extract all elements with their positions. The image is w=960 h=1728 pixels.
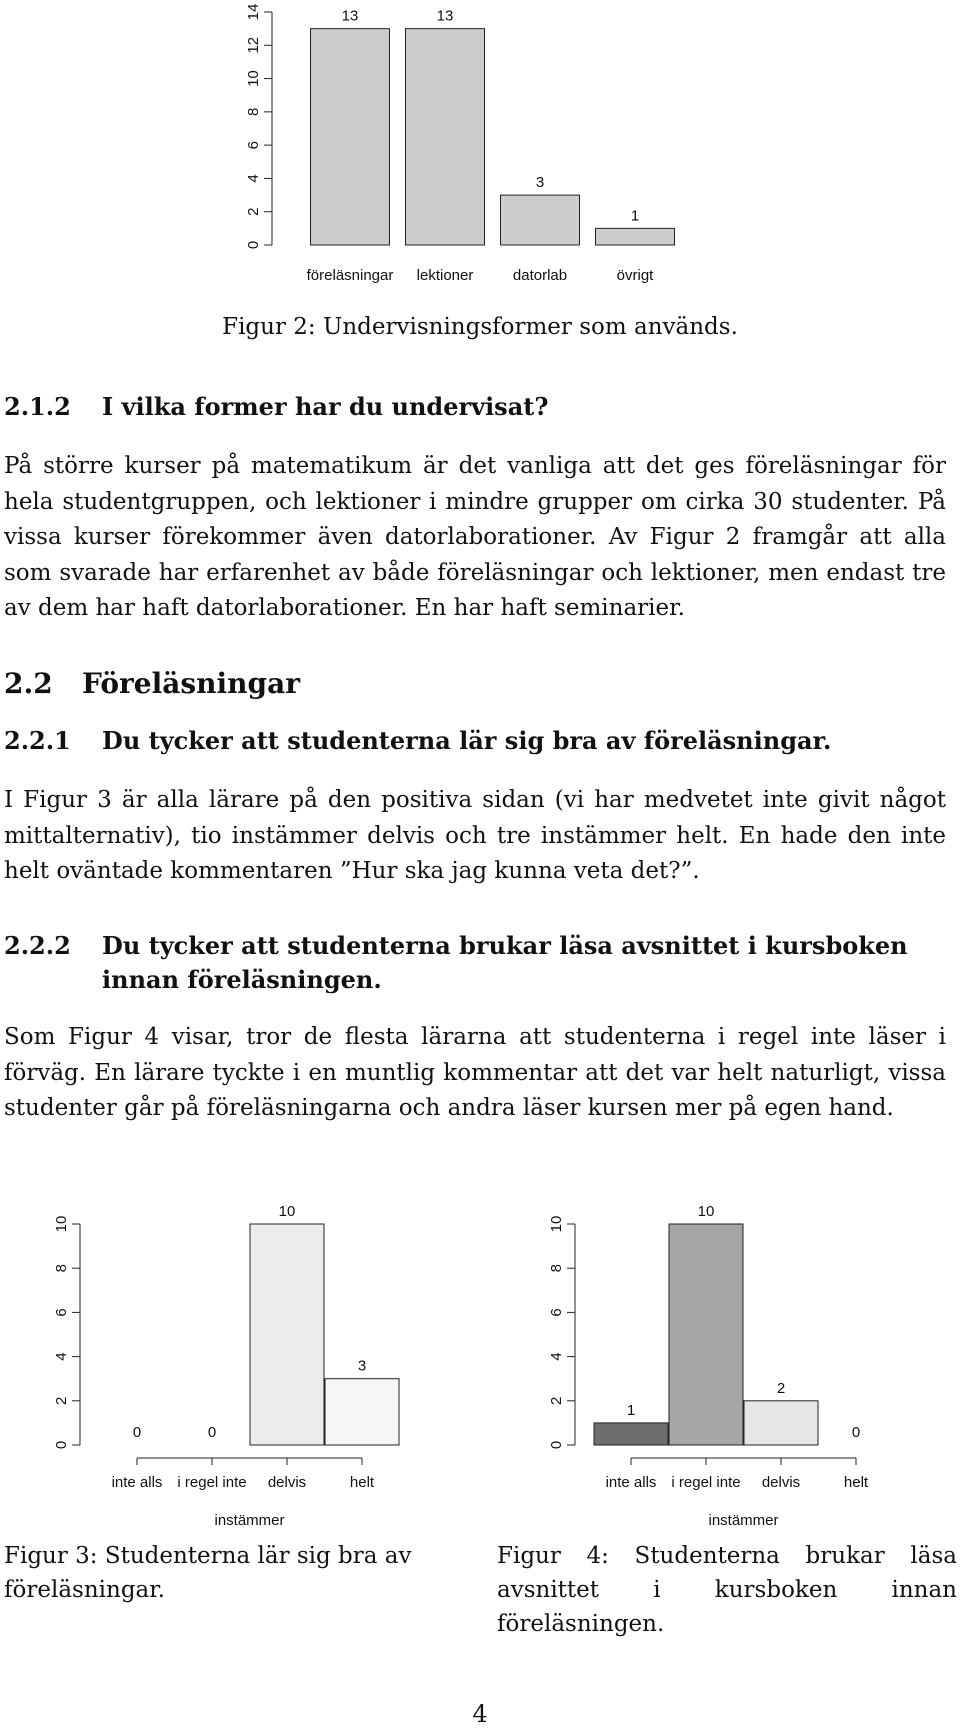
- category-label: övrigt: [616, 267, 654, 284]
- data-label: 1: [626, 1401, 636, 1419]
- category-label: i regel inte: [671, 1474, 741, 1491]
- category-label: datorlab: [512, 267, 568, 284]
- data-label: 13: [436, 7, 454, 25]
- y-tick-label: 14: [245, 3, 262, 21]
- figure-4-caption: Figur 4: Studenterna brukar läsa avsnittet i kursboken innan föreläsningen.: [497, 1543, 957, 1637]
- y-tick-label: 2: [53, 1396, 70, 1405]
- y-tick-label: 6: [245, 140, 262, 150]
- category-label: delvis: [761, 1474, 801, 1491]
- y-tick-label: 10: [548, 1215, 565, 1233]
- category-label: föreläsningar: [306, 267, 394, 284]
- section-2-2-heading: [4, 667, 300, 700]
- figure-3-caption: Figur 3: Studenterna lär sig bra av föreläsningar.: [4, 1543, 412, 1603]
- bar-datorlab: [501, 195, 580, 245]
- paragraph-forms-of-teaching: På större kurser på matematikum är det vanliga att det ges föreläsningar för hela studentgruppen, och lektioner i mindre grupper om cirka 30 studenter. På vissa kurser förekommer även datorlaborationer. Av Figur 2 framgår att alla som svarade har erfarenhet av både föreläsningar och lektioner, men endast tre av dem har haft datorlaborationer. En har haft seminarier.: [4, 453, 946, 621]
- x-axis-label: instämmer: [708, 1512, 779, 1529]
- bar-i-regel-inte: [669, 1224, 743, 1445]
- y-tick-label: 10: [53, 1215, 70, 1233]
- data-label: 2: [776, 1379, 786, 1397]
- section-title: Föreläsningar: [82, 667, 300, 700]
- paragraph-students-learn: I Figur 3 är alla lärare på den positiva sidan (vi har medvetet inte givit något mittalternativ), tio instämmer delvis och tre instämmer helt. En hade den inte helt oväntade kommentaren ”Hur ska jag kunna veta det?”.: [4, 787, 946, 884]
- figure-2-caption: Figur 2: Undervisningsformer som används.: [222, 314, 738, 340]
- category-label: lektioner: [416, 267, 474, 284]
- category-label: inte alls: [605, 1474, 657, 1491]
- figure-2-bar-chart: [0, 0, 960, 300]
- y-tick-label: 4: [53, 1352, 70, 1361]
- data-label: 10: [278, 1203, 296, 1220]
- data-label: 3: [535, 174, 545, 192]
- data-label: 3: [357, 1357, 367, 1375]
- section-2-1-2-heading: [4, 392, 548, 421]
- y-tick-label: 0: [53, 1440, 70, 1450]
- y-tick-label: 6: [53, 1308, 70, 1317]
- y-tick-label: 10: [245, 70, 262, 87]
- y-tick-label: 0: [548, 1440, 565, 1450]
- category-label: helt: [349, 1474, 375, 1491]
- page-number: 4: [472, 1700, 488, 1728]
- section-number: 2.2: [4, 667, 53, 700]
- y-tick-label: 6: [548, 1308, 565, 1317]
- category-label: delvis: [267, 1474, 307, 1491]
- data-label: 0: [207, 1424, 217, 1441]
- y-tick-label: 4: [245, 174, 262, 183]
- section-title: I vilka former har du undervisat?: [102, 392, 549, 421]
- bar-lektioner: [406, 29, 485, 245]
- data-label: 1: [630, 207, 640, 225]
- figure-3-bar-chart: [0, 1195, 470, 1535]
- bar-helt: [325, 1379, 399, 1445]
- bar-inte-alls: [594, 1423, 668, 1445]
- x-axis-label: instämmer: [214, 1512, 285, 1529]
- y-tick-label: 2: [548, 1396, 565, 1405]
- bar-föreläsningar: [311, 29, 390, 245]
- data-label: 13: [341, 7, 359, 25]
- section-2-2-2-heading: [4, 929, 954, 997]
- bar-delvis: [250, 1224, 324, 1445]
- section-title: Du tycker att studenterna lär sig bra av föreläsningar.: [102, 726, 832, 755]
- data-label: 0: [851, 1424, 861, 1441]
- y-tick-label: 8: [245, 107, 262, 117]
- section-number: 2.1.2: [4, 392, 71, 421]
- section-2-2-1-heading: [4, 726, 831, 755]
- bar-övrigt: [596, 228, 675, 245]
- data-label: 10: [697, 1203, 715, 1220]
- y-tick-label: 12: [245, 36, 262, 54]
- bar-delvis: [744, 1401, 818, 1445]
- section-number: 2.2.1: [4, 726, 71, 755]
- data-label: 0: [132, 1424, 142, 1441]
- y-tick-label: 4: [548, 1352, 565, 1361]
- category-label: helt: [843, 1474, 869, 1491]
- paragraph-read-in-advance: Som Figur 4 visar, tror de flesta lärarna att studenterna i regel inte läser i förväg. En lärare tyckte i en muntlig kommentar att det var helt naturligt, vissa studenter går på föreläsningarna och andra läser kursen mer på egen hand.: [4, 1024, 946, 1121]
- section-title: Du tycker att studenterna brukar läsa avsnittet i kursboken innan föreläsningen.: [102, 931, 908, 994]
- category-label: inte alls: [111, 1474, 163, 1491]
- category-label: i regel inte: [177, 1474, 247, 1491]
- y-tick-label: 2: [245, 207, 262, 216]
- section-number: 2.2.2: [4, 931, 71, 960]
- figure-4-bar-chart: [495, 1195, 960, 1535]
- y-tick-label: 8: [53, 1264, 70, 1273]
- y-tick-label: 8: [548, 1264, 565, 1273]
- y-tick-label: 0: [245, 240, 262, 250]
